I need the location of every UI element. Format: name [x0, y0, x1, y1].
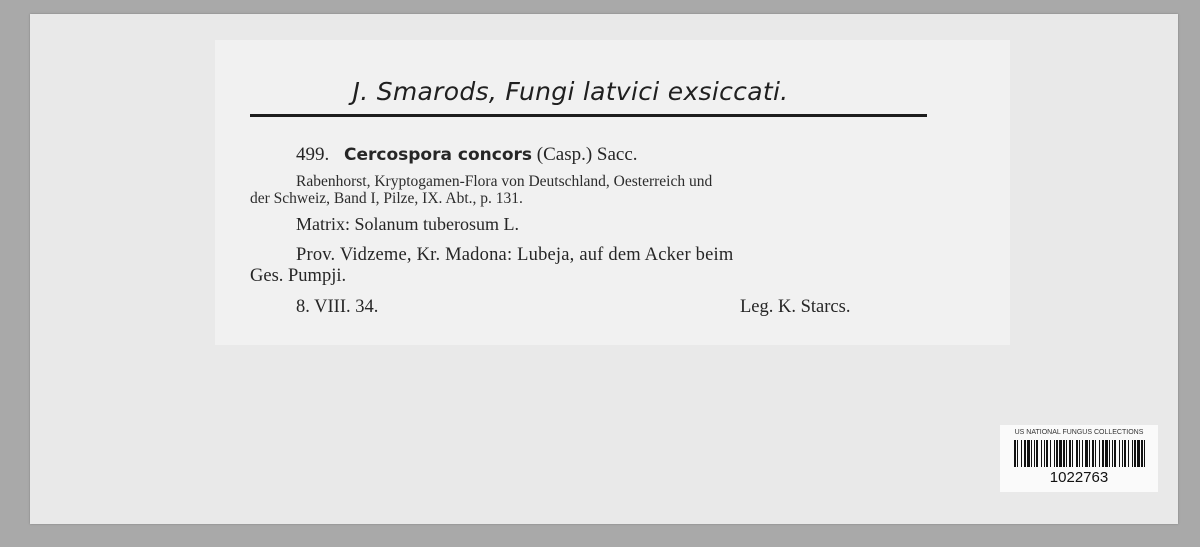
barcode-title: US NATIONAL FUNGUS COLLECTIONS — [1014, 429, 1144, 436]
barcode-label — [1000, 425, 1158, 492]
locality-line-2: Ges. Pumpji. — [250, 266, 347, 286]
matrix-line: Matrix: Solanum tuberosum L. — [296, 214, 519, 234]
species-authority: (Casp.) Sacc. — [536, 144, 638, 165]
collector: Leg. K. Starcs. — [740, 297, 851, 317]
barcode-bars — [1014, 440, 1146, 467]
species-name: Cercospora concors — [344, 145, 533, 165]
label-header: J. Smarods, Fungi latvici exsiccati. — [352, 77, 789, 106]
exsiccata-number: 499. — [296, 144, 330, 165]
reference-line-2: der Schweiz, Band I, Pilze, IX. Abt., p. 131. — [250, 190, 523, 207]
reference-line-1: Rabenhorst, Kryptogamen-Flora von Deutschland, Oesterreich und — [296, 173, 713, 190]
barcode-number: 1022763 — [1049, 469, 1109, 486]
collection-date: 8. VIII. 34. — [296, 297, 379, 317]
header-rule — [250, 114, 927, 117]
species-line — [296, 144, 638, 166]
locality-line-1: Prov. Vidzeme, Kr. Madona: Lubeja, auf dem Acker beim — [296, 245, 734, 265]
